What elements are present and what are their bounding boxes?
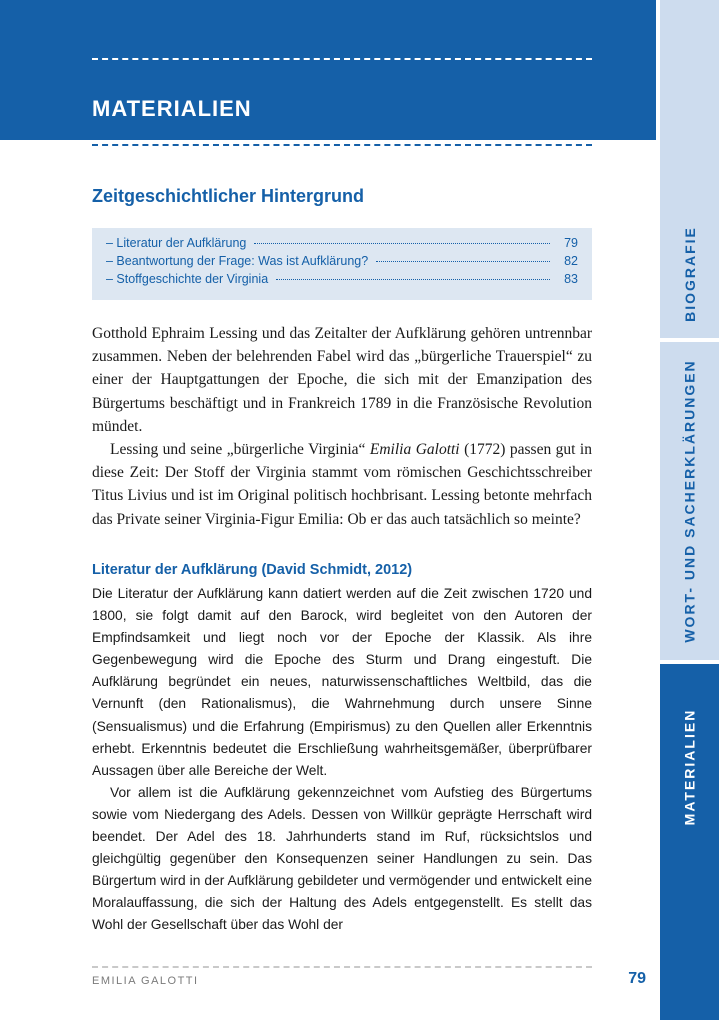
toc-item-page: 82 (564, 254, 578, 268)
subsection-heading: Literatur der Aufklärung (David Schmidt, 2012) (92, 562, 413, 578)
section-heading: Zeitgeschichtlicher Hintergrund (92, 186, 365, 206)
chapter-header (0, 0, 656, 140)
toc-item-label: – Stoffgeschichte der Virginia (106, 272, 269, 286)
header-dashed-rule (92, 58, 592, 60)
toc-item-label: – Beantwortung der Frage: Was ist Aufklärung? (106, 254, 369, 268)
toc-item[interactable] (106, 254, 578, 272)
toc-item[interactable] (106, 272, 578, 290)
footer-dashed-rule (92, 966, 592, 968)
toc-leader (254, 243, 550, 244)
side-tab-label: MATERIALIEN (681, 708, 698, 826)
toc-item-page: 83 (564, 272, 578, 286)
page-number: 79 (628, 970, 646, 987)
chapter-title: MATERIALIEN (92, 96, 252, 121)
toc-item-page: 79 (564, 236, 578, 250)
table-of-contents (92, 228, 592, 300)
side-tab-materialien[interactable] (660, 664, 719, 1020)
work-title: Emilia Galotti (369, 441, 460, 459)
header-dashed-rule-below (92, 144, 592, 146)
body-paragraph: Vor allem ist die Aufklärung gekennzeichnet vom Aufstieg des Bürgertums sowie vom Niedergang des Adels. Dessen von Willkür geprägte Herrschaft wird beendet. Der Adel des 18. Jahrhunderts stand im Ruf, rücksichtslos und gleichgültig gegenüber den Konsequenzen seiner Handlungen zu sein. Das Bürgertum wird in der Aufklärung gebildeter und vermögender und entwickelt eine Moralauffassung, die sich der Haltung des Adels entgegenstellt. Es stellt das Wohl der Gesellschaft über das Wohl der (92, 784, 592, 933)
intro-paragraph (92, 438, 592, 531)
toc-item-label: – Literatur der Aufklärung (106, 236, 247, 250)
intro-paragraph: Gotthold Ephraim Lessing und das Zeitalter der Aufklärung gehören untrennbar zusammen. Neben der belehrenden Fabel wird das „bürgerliche Trauerspiel“ zu einer der Hauptgattungen der Epoche, die sich mit der Emanzipation des Bürgertums beschäftigt und in Frankreich 1789 in die Französische Revolution mündet. (92, 325, 592, 435)
side-tab-label: BIOGRAFIE (681, 226, 698, 322)
side-tab-wort-und-sacherklaerungen[interactable] (660, 342, 719, 660)
intro-text-run: (1772) passen gut in diese Zeit: Der Stoff der Virginia stammt vom römischen Geschichtsschreiber Titus Livius und ist im Original politisch hochbrisant. Lessing betonte mehrfach das Private seiner Virginia-Figur Emilia: Ob er das auch tatsächlich so meinte? (92, 441, 592, 528)
body-text (92, 583, 592, 937)
footer-book-title: EMILIA GALOTTI (92, 975, 199, 987)
side-tab-biografie[interactable] (660, 0, 719, 338)
toc-leader (376, 261, 550, 262)
body-paragraph: Die Literatur der Aufklärung kann datiert werden auf die Zeit zwischen 1720 und 1800, sie folgt damit auf den Barock, wird begleitet von den Autoren der Empfindsamkeit und liegt noch vor der Epoche der Klassik. Als ihre Gegenbewegung wird die Epoche des Sturm und Drang eingestuft. Die Aufklärung begründet ein neues, naturwissenschaftliches Weltbild, das die Vernunft (den Rationalismus), die Wahrnehmung durch unsere Sinne (Sensualismus) und die Erfahrung (Empirismus) zu den Quellen aller Erkenntnis erhebt. Erkenntnis bedeutet die Erschließung wahrheitsgemäßer, überprüfbarer Aussagen über alle Bereiche der Welt. (92, 586, 592, 778)
intro-text (92, 322, 592, 531)
side-tab-label: WORT- UND SACHERKLÄRUNGEN (681, 359, 698, 643)
toc-leader (276, 279, 550, 280)
toc-item[interactable] (106, 236, 578, 254)
intro-text-run: Lessing und seine „bürgerliche Virginia“ (110, 441, 370, 459)
